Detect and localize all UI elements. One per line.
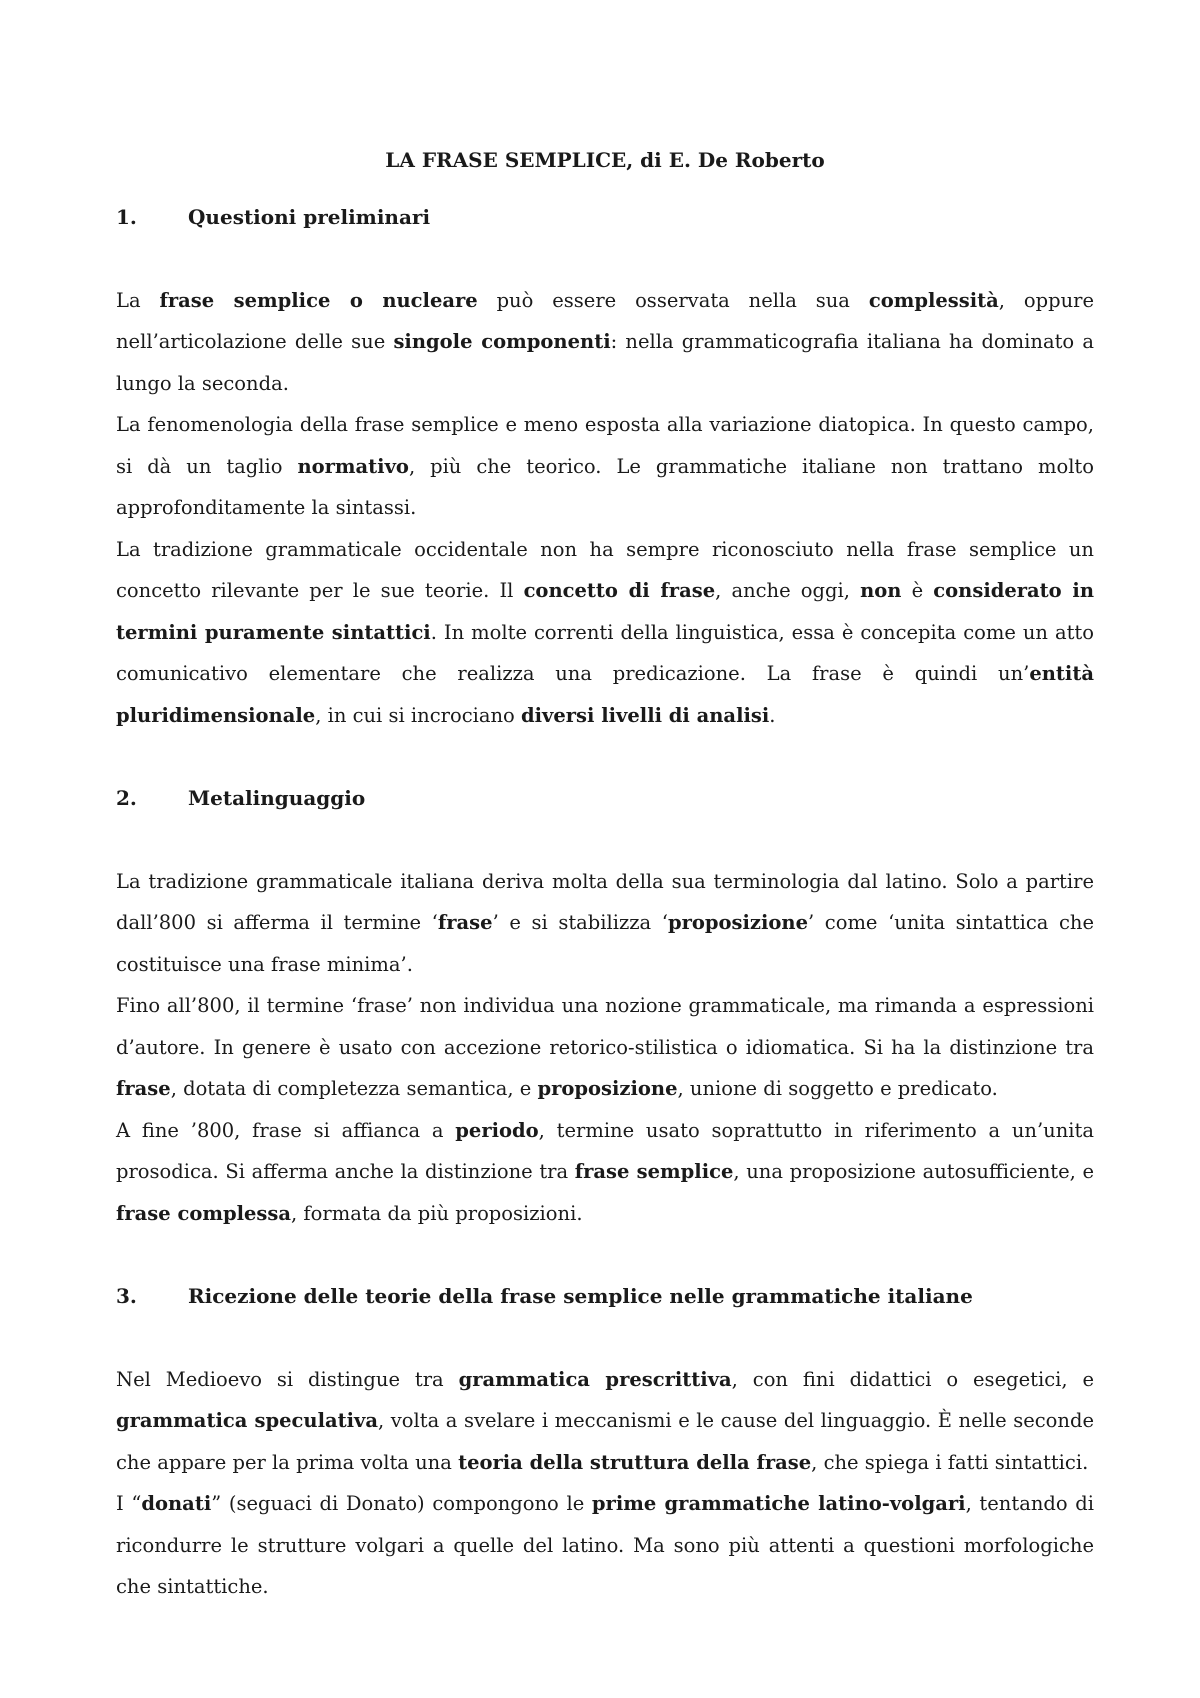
section-heading-2 <box>116 778 1094 820</box>
bold-term: considerato in termini puramente sintattici <box>116 579 1095 644</box>
bold-term: teoria della struttura della frase <box>458 1450 812 1474</box>
paragraph: Nel Medioevo si distingue tra grammatica prescrittiva, con fini didattici o esegetici, e grammatica speculativa, volta a svelare i meccanismi e le cause del linguaggio. È nelle seconde che appare per la prima volta una teoria della struttura della frase, che spiega i fatti sintattici. <box>116 1367 1094 1474</box>
paragraph: A fine ’800, frase si affianca a periodo, termine usato soprattutto in riferimento a un’unita prosodica. Si afferma anche la distinzione tra frase semplice, una proposizione autosufficiente, e frase complessa, formata da più proposizioni. <box>116 1118 1094 1225</box>
section-number: 1. <box>116 204 137 229</box>
bold-term: proposizione <box>537 1077 678 1100</box>
bold-term: frase semplice <box>574 1160 734 1183</box>
bold-term: normativo <box>297 454 409 478</box>
bold-term: frase <box>437 911 493 934</box>
paragraph: Fino all’800, il termine ‘frase’ non individua una nozione grammaticale, ma rimanda a espressioni d’autore. In genere è usato con accezione retorico-stilistica o idiomatica. Si ha la distinzione tra frase, dotata di completezza semantica, e proposizione, unione di soggetto e predicato. <box>116 994 1094 1100</box>
bold-term: proposizione <box>667 911 808 934</box>
bold-term: frase <box>116 1077 171 1100</box>
bold-term: complessità <box>868 288 999 312</box>
bold-term: prime grammatiche latino-volgari <box>591 1492 966 1515</box>
paragraph: La tradizione grammaticale occidentale non ha sempre riconosciuto nella frase semplice un concetto rilevante per le sue teorie. Il concetto di frase, anche oggi, non è considerato in termini puramente sintattici. In molte correnti della linguistica, essa è concepita come un atto comunicativo elementare che realizza una predicazione. La frase è quindi un’entità pluridimensionale, in cui si incrociano diversi livelli di analisi. <box>116 537 1095 727</box>
paragraph: La frase semplice o nucleare può essere osservata nella sua complessità, oppure nell’articolazione delle sue singole componenti: nella grammaticografia italiana ha dominato a lungo la seconda. <box>116 288 1095 395</box>
paragraph: La tradizione grammaticale italiana deriva molta della sua terminologia dal latino. Solo a partire dall’800 si afferma il termine ‘frase’ e si stabilizza ‘proposizione’ come ‘unita sintattica che costituisce una frase minima’. <box>116 869 1095 976</box>
section-title: Metalinguaggio <box>188 785 366 810</box>
paragraph: La fenomenologia della frase semplice e meno esposta alla variazione diatopica. In questo campo, si dà un taglio normativo, più che teorico. Le grammatiche italiane non trattano molto approfonditamente la sintassi. <box>116 413 1095 519</box>
bold-term: grammatica prescrittiva <box>458 1367 732 1391</box>
bold-term: singole componenti <box>393 330 611 353</box>
section-number: 2. <box>116 785 137 810</box>
document-page <box>116 140 1094 1608</box>
section-title: Questioni preliminari <box>188 204 431 229</box>
bold-term: donati <box>141 1492 212 1515</box>
section-heading-1 <box>116 197 1094 239</box>
section-heading-3 <box>116 1276 1094 1318</box>
bold-term: diversi livelli di analisi <box>521 703 770 727</box>
section-number: 3. <box>116 1283 137 1308</box>
bold-term: frase semplice o nucleare <box>159 288 478 312</box>
document-title: LA FRASE SEMPLICE, di E. De Roberto <box>385 148 825 172</box>
bold-term: periodo <box>455 1118 539 1142</box>
bold-term: entità pluridimensionale <box>116 662 1094 727</box>
bold-term: grammatica speculativa <box>116 1409 379 1432</box>
bold-term: concetto di frase <box>523 579 716 602</box>
paragraph: I “donati” (seguaci di Donato) compongono le prime grammatiche latino-volgari, tentando di ricondurre le strutture volgari a quelle del latino. Ma sono più attenti a questioni morfologiche che sintattiche. <box>116 1492 1095 1598</box>
section-title: Ricezione delle teorie della frase semplice nelle grammatiche italiane <box>188 1283 973 1308</box>
bold-term: non <box>860 579 902 602</box>
bold-term: frase complessa <box>116 1201 292 1225</box>
